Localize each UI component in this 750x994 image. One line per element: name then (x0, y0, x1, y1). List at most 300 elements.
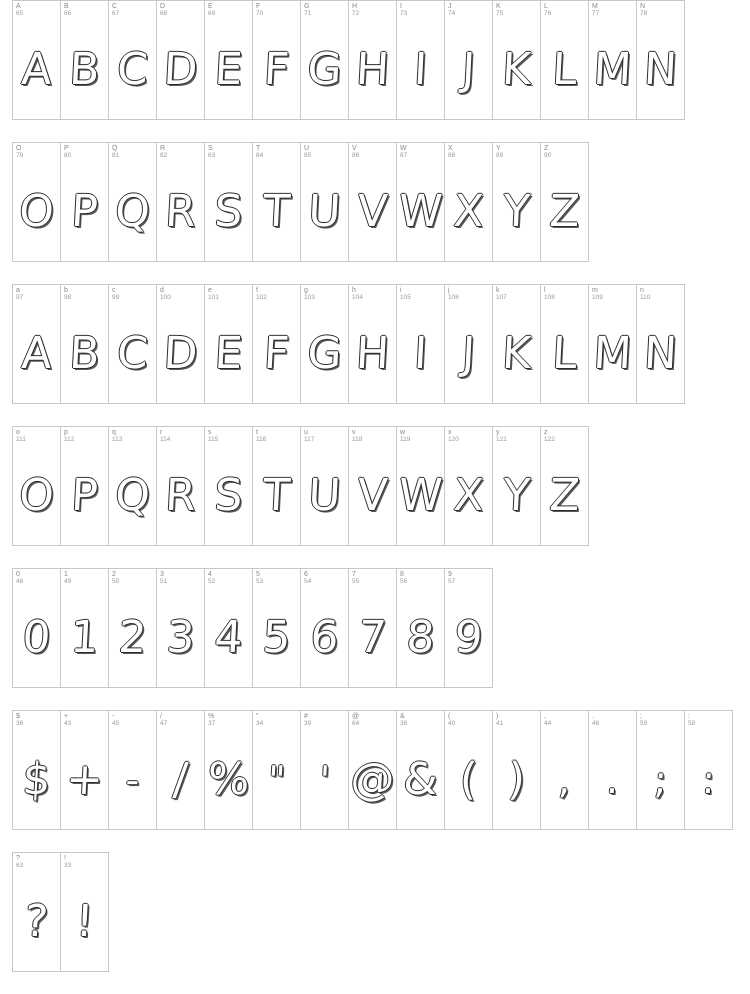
glyph-cell[interactable] (157, 711, 205, 830)
glyph-cell[interactable] (301, 1, 349, 120)
glyph-preview: T (261, 186, 292, 237)
glyph-code-label: 98 (64, 294, 72, 301)
glyph-cell[interactable] (13, 569, 61, 688)
glyph-char-label: W (400, 145, 407, 152)
glyph-row-uppercase-a-n (12, 0, 685, 120)
glyph-cell[interactable] (253, 143, 301, 262)
glyph-char-label: N (640, 3, 646, 10)
glyph-code-label: 78 (640, 10, 648, 17)
row-spacer (0, 688, 750, 710)
glyph-char-label: O (16, 145, 22, 152)
glyph-cell[interactable] (493, 285, 541, 404)
glyph-code-label: 86 (352, 152, 360, 159)
glyph-char-label: b (64, 287, 68, 294)
glyph-preview: U (307, 470, 342, 521)
glyph-preview: ( (458, 754, 479, 805)
glyph-cell[interactable] (445, 1, 493, 120)
glyph-preview: W (397, 470, 444, 521)
glyph-code-label: 64 (352, 720, 360, 727)
glyph-cell[interactable] (157, 143, 205, 262)
glyph-code-label: 41 (496, 720, 504, 727)
glyph-code-label: 40 (448, 720, 456, 727)
glyph-preview: 6 (309, 612, 340, 663)
glyph-preview: 7 (357, 612, 388, 663)
glyph-char-label: 5 (256, 571, 260, 578)
glyph-cell[interactable] (589, 711, 637, 830)
glyph-char-label: " (256, 713, 259, 720)
glyph-code-label: 49 (64, 578, 72, 585)
glyph-char-label: 9 (448, 571, 452, 578)
glyph-cell[interactable] (445, 711, 493, 830)
glyph-cell[interactable] (205, 143, 253, 262)
glyph-char-label: z (544, 429, 548, 436)
glyph-cell[interactable] (589, 285, 637, 404)
glyph-cell[interactable] (61, 569, 109, 688)
glyph-char-label: ! (64, 855, 66, 862)
glyph-preview: G (306, 44, 343, 95)
glyph-cell[interactable] (301, 569, 349, 688)
glyph-char-label: ( (448, 713, 451, 720)
glyph-code-label: 83 (208, 152, 216, 159)
glyph-preview: Y (501, 186, 532, 237)
glyph-char-label: B (64, 3, 69, 10)
glyph-code-label: 100 (160, 294, 171, 301)
glyph-cell[interactable] (349, 427, 397, 546)
glyph-code-label: 109 (592, 294, 603, 301)
glyph-code-label: 69 (208, 10, 216, 17)
glyph-code-label: 102 (256, 294, 267, 301)
glyph-char-label: f (256, 287, 258, 294)
glyph-cell[interactable] (109, 711, 157, 830)
glyph-cell[interactable] (13, 1, 61, 120)
glyph-char-label: t (256, 429, 258, 436)
glyph-code-label: 111 (16, 436, 26, 443)
glyph-code-label: 52 (208, 578, 216, 585)
glyph-char-label: h (352, 287, 356, 294)
glyph-row-punctuation (12, 852, 109, 972)
glyph-char-label: q (112, 429, 116, 436)
glyph-char-label: J (448, 3, 452, 10)
glyph-code-label: 114 (160, 436, 171, 443)
glyph-char-label: ? (16, 855, 20, 862)
glyph-cell[interactable] (13, 427, 61, 546)
glyph-preview: % (206, 754, 251, 805)
glyph-preview: 0 (21, 612, 52, 663)
glyph-code-label: 77 (592, 10, 600, 17)
glyph-preview: H (354, 44, 391, 95)
glyph-code-label: 63 (16, 862, 24, 869)
glyph-cell[interactable] (685, 711, 733, 830)
glyph-preview: Y (501, 470, 532, 521)
glyph-preview: V (356, 186, 389, 237)
glyph-preview: B (68, 328, 101, 379)
glyph-preview: V (356, 470, 389, 521)
glyph-cell[interactable] (637, 711, 685, 830)
glyph-cell[interactable] (397, 1, 445, 120)
glyph-cell[interactable] (157, 427, 205, 546)
glyph-code-label: 99 (112, 294, 120, 301)
glyph-preview: J (460, 328, 477, 379)
glyph-preview: R (163, 186, 198, 237)
glyph-code-label: 112 (64, 436, 75, 443)
glyph-code-label: 84 (256, 152, 264, 159)
glyph-preview: I (412, 44, 429, 95)
glyph-code-label: 116 (256, 436, 267, 443)
glyph-cell[interactable] (397, 569, 445, 688)
row-spacer (0, 972, 750, 994)
glyph-cell[interactable] (445, 569, 493, 688)
glyph-cell[interactable] (301, 143, 349, 262)
glyph-cell[interactable] (61, 711, 109, 830)
glyph-cell[interactable] (109, 569, 157, 688)
glyph-char-label: / (160, 713, 162, 720)
glyph-code-label: 110 (640, 294, 651, 301)
row-spacer (0, 546, 750, 568)
glyph-cell[interactable] (349, 711, 397, 830)
glyph-cell[interactable] (397, 711, 445, 830)
glyph-preview: N (642, 44, 679, 95)
glyph-preview: L (550, 44, 579, 95)
glyph-preview: ' (318, 758, 331, 802)
glyph-code-label: 51 (160, 578, 168, 585)
glyph-cell[interactable] (541, 711, 589, 830)
glyph-char-label: a (16, 287, 20, 294)
glyph-char-label: ) (496, 713, 499, 720)
glyph-preview: J (460, 44, 477, 95)
glyph-code-label: 55 (352, 578, 360, 585)
glyph-cell[interactable] (349, 285, 397, 404)
glyph-char-label: 2 (112, 571, 116, 578)
glyph-cell[interactable] (301, 427, 349, 546)
glyph-preview: 3 (165, 612, 196, 663)
glyph-char-label: w (400, 429, 406, 436)
glyph-char-label: 8 (400, 571, 404, 578)
glyph-char-label: M (592, 3, 598, 10)
glyph-char-label: v (352, 429, 356, 436)
glyph-preview: D (162, 44, 199, 95)
glyph-cell[interactable] (637, 285, 685, 404)
glyph-char-label: e (208, 287, 212, 294)
glyph-preview: L (550, 328, 579, 379)
row-spacer (0, 262, 750, 284)
glyph-code-label: 50 (112, 578, 120, 585)
glyph-code-label: 117 (304, 436, 315, 443)
glyph-preview: & (402, 754, 440, 805)
glyph-cell[interactable] (205, 427, 253, 546)
glyph-char-label: p (64, 429, 68, 436)
glyph-char-label: . (592, 713, 594, 720)
glyph-cell[interactable] (61, 427, 109, 546)
glyph-code-label: 68 (160, 10, 168, 17)
glyph-char-label: X (448, 145, 453, 152)
glyph-code-label: 70 (256, 10, 264, 17)
glyph-cell[interactable] (253, 427, 301, 546)
glyph-cell[interactable] (253, 711, 301, 830)
glyph-preview: D (162, 328, 199, 379)
glyph-row-lowercase-a-n (12, 284, 685, 404)
glyph-preview: , (557, 758, 572, 802)
glyph-cell[interactable] (349, 143, 397, 262)
glyph-code-label: 103 (304, 294, 315, 301)
glyph-char-label: G (304, 3, 310, 10)
glyph-cell[interactable] (13, 143, 61, 262)
glyph-code-label: 108 (544, 294, 555, 301)
glyph-char-label: # (304, 713, 308, 720)
glyph-char-label: , (544, 713, 546, 720)
glyph-cell[interactable] (445, 427, 493, 546)
glyph-code-label: 48 (16, 578, 24, 585)
glyph-preview: 5 (261, 612, 292, 663)
glyph-preview: ? (23, 896, 50, 947)
glyph-preview: C (115, 44, 150, 95)
glyph-cell[interactable] (541, 1, 589, 120)
glyph-preview: - (124, 758, 141, 802)
glyph-char-label: m (592, 287, 598, 294)
glyph-preview: R (163, 470, 198, 521)
glyph-preview: W (397, 186, 444, 237)
glyph-code-label: 88 (448, 152, 456, 159)
glyph-preview: M (592, 44, 633, 95)
glyph-cell[interactable] (109, 427, 157, 546)
glyph-code-label: 76 (544, 10, 552, 17)
glyph-char-label: 3 (160, 571, 164, 578)
glyph-preview: 2 (117, 612, 148, 663)
glyph-code-label: 85 (304, 152, 312, 159)
glyph-cell[interactable] (253, 569, 301, 688)
glyph-cell[interactable] (589, 1, 637, 120)
glyph-cell[interactable] (493, 711, 541, 830)
glyph-code-label: 71 (304, 10, 312, 17)
glyph-code-label: 104 (352, 294, 363, 301)
glyph-code-label: 89 (496, 152, 504, 159)
glyph-preview: 4 (213, 612, 244, 663)
glyph-code-label: 43 (64, 720, 72, 727)
glyph-preview: Q (113, 470, 152, 521)
glyph-cell[interactable] (61, 853, 109, 972)
glyph-preview: ) (506, 754, 527, 805)
glyph-char-label: U (304, 145, 310, 152)
glyph-char-label: : (688, 713, 690, 720)
glyph-cell[interactable] (13, 285, 61, 404)
glyph-char-label: & (400, 713, 405, 720)
glyph-char-label: H (352, 3, 358, 10)
glyph-cell[interactable] (445, 285, 493, 404)
glyph-preview: B (68, 44, 101, 95)
glyph-cell[interactable] (61, 285, 109, 404)
glyph-cell[interactable] (109, 1, 157, 120)
glyph-cell[interactable] (61, 1, 109, 120)
glyph-char-label: ; (640, 713, 642, 720)
glyph-code-label: 33 (64, 862, 72, 869)
row-spacer (0, 830, 750, 852)
glyph-code-label: 87 (400, 152, 408, 159)
glyph-cell[interactable] (541, 285, 589, 404)
glyph-cell[interactable] (301, 285, 349, 404)
glyph-code-label: 72 (352, 10, 360, 17)
glyph-code-label: 36 (16, 720, 24, 727)
glyph-code-label: 113 (112, 436, 123, 443)
glyph-char-label: 0 (16, 571, 20, 578)
glyph-cell[interactable] (205, 285, 253, 404)
glyph-char-label: A (16, 3, 21, 10)
glyph-cell[interactable] (493, 1, 541, 120)
glyph-char-label: 1 (64, 571, 68, 578)
glyph-preview: O (17, 470, 56, 521)
row-spacer (0, 120, 750, 142)
glyph-char-label: Y (496, 145, 501, 152)
glyph-char-label: k (496, 287, 500, 294)
glyph-preview: T (261, 470, 292, 521)
glyph-code-label: 81 (112, 152, 120, 159)
glyph-char-label: c (112, 287, 116, 294)
glyph-cell[interactable] (397, 427, 445, 546)
glyph-preview: Z (548, 186, 581, 237)
glyph-cell[interactable] (157, 569, 205, 688)
glyph-code-label: 37 (208, 720, 216, 727)
glyph-code-label: 79 (16, 152, 24, 159)
glyph-preview: E (213, 44, 244, 95)
glyph-preview: A (20, 44, 53, 95)
row-spacer (0, 404, 750, 426)
glyph-char-label: E (208, 3, 213, 10)
glyph-char-label: 7 (352, 571, 356, 578)
glyph-char-label: g (304, 287, 308, 294)
glyph-char-label: + (64, 713, 69, 720)
glyph-char-label: s (208, 429, 212, 436)
glyph-code-label: 105 (400, 294, 411, 301)
glyph-code-label: 121 (496, 436, 507, 443)
glyph-code-label: 82 (160, 152, 168, 159)
glyph-char-label: y (496, 429, 500, 436)
glyph-code-label: 73 (400, 10, 408, 17)
glyph-cell[interactable] (397, 143, 445, 262)
glyph-char-label: K (496, 3, 501, 10)
glyph-code-label: 57 (448, 578, 456, 585)
glyph-code-label: 122 (544, 436, 555, 443)
glyph-cell[interactable] (541, 427, 589, 546)
glyph-code-label: 119 (400, 436, 411, 443)
glyph-code-label: 56 (400, 578, 408, 585)
glyph-char-label: D (160, 3, 166, 10)
glyph-code-label: 38 (400, 720, 408, 727)
glyph-char-label: R (160, 145, 166, 152)
glyph-preview: C (115, 328, 150, 379)
glyph-cell[interactable] (157, 285, 205, 404)
glyph-cell[interactable] (205, 711, 253, 830)
glyph-char-label: $ (16, 713, 20, 720)
glyph-preview: E (213, 328, 244, 379)
glyph-char-label: T (256, 145, 261, 152)
glyph-cell[interactable] (109, 285, 157, 404)
glyph-code-label: 66 (64, 10, 72, 17)
glyph-preview: X (452, 186, 485, 237)
glyph-preview: Q (113, 186, 152, 237)
glyph-cell[interactable] (349, 1, 397, 120)
glyph-char-label: i (400, 287, 402, 294)
glyph-code-label: 106 (448, 294, 459, 301)
glyph-preview: K (500, 44, 533, 95)
glyph-row-uppercase-o-z (12, 142, 589, 262)
glyph-cell[interactable] (493, 143, 541, 262)
glyph-row-symbols (12, 710, 733, 830)
glyph-cell[interactable] (205, 569, 253, 688)
glyph-cell[interactable] (109, 143, 157, 262)
glyph-preview: / (171, 754, 190, 805)
glyph-char-label: x (448, 429, 452, 436)
glyph-char-label: o (16, 429, 20, 436)
glyph-code-label: 75 (496, 10, 504, 17)
glyph-cell[interactable] (253, 1, 301, 120)
glyph-preview: K (500, 328, 533, 379)
glyph-code-label: 90 (544, 152, 552, 159)
glyph-code-label: 44 (544, 720, 552, 727)
glyph-preview: ! (74, 896, 95, 947)
glyph-char-label: - (112, 713, 115, 720)
glyph-preview: Z (548, 470, 581, 521)
glyph-char-label: % (208, 713, 215, 720)
glyph-preview: M (592, 328, 633, 379)
glyph-cell[interactable] (157, 1, 205, 120)
glyph-preview: O (17, 186, 56, 237)
glyph-cell[interactable] (61, 143, 109, 262)
glyph-char-label: F (256, 3, 261, 10)
glyph-code-label: 97 (16, 294, 24, 301)
glyph-preview: 8 (405, 612, 436, 663)
glyph-cell[interactable] (13, 853, 61, 972)
glyph-code-label: 115 (208, 436, 219, 443)
glyph-cell[interactable] (301, 711, 349, 830)
glyph-code-label: 107 (496, 294, 507, 301)
glyph-code-label: 47 (160, 720, 168, 727)
glyph-preview: U (307, 186, 342, 237)
glyph-preview: S (213, 470, 244, 521)
glyph-code-label: 54 (304, 578, 312, 585)
glyph-cell[interactable] (541, 143, 589, 262)
glyph-char-label: u (304, 429, 308, 436)
glyph-preview: G (306, 328, 343, 379)
glyph-code-label: 118 (352, 436, 363, 443)
glyph-preview: $ (21, 754, 52, 805)
glyph-preview: : (700, 758, 717, 802)
glyph-cell[interactable] (205, 1, 253, 120)
glyph-cell[interactable] (349, 569, 397, 688)
glyph-preview: F (262, 44, 291, 95)
glyph-char-label: j (448, 287, 450, 294)
glyph-preview: 9 (453, 612, 484, 663)
glyph-cell[interactable] (637, 1, 685, 120)
glyph-cell[interactable] (493, 427, 541, 546)
glyph-char-label: P (64, 145, 69, 152)
glyph-preview: P (69, 470, 100, 521)
glyph-preview: A (20, 328, 53, 379)
glyph-cell[interactable] (13, 711, 61, 830)
glyph-preview: . (605, 758, 620, 802)
glyph-char-label: 4 (208, 571, 212, 578)
glyph-row-digits (12, 568, 493, 688)
glyph-cell[interactable] (445, 143, 493, 262)
glyph-char-label: d (160, 287, 164, 294)
glyph-cell[interactable] (253, 285, 301, 404)
glyph-code-label: 58 (688, 720, 696, 727)
glyph-cell[interactable] (397, 285, 445, 404)
glyph-preview: @ (349, 754, 396, 805)
glyph-char-label: L (544, 3, 548, 10)
glyph-char-label: Q (112, 145, 118, 152)
glyph-row-lowercase-o-z (12, 426, 589, 546)
glyph-code-label: 65 (16, 10, 24, 17)
glyph-code-label: 59 (640, 720, 648, 727)
glyph-preview: S (213, 186, 244, 237)
